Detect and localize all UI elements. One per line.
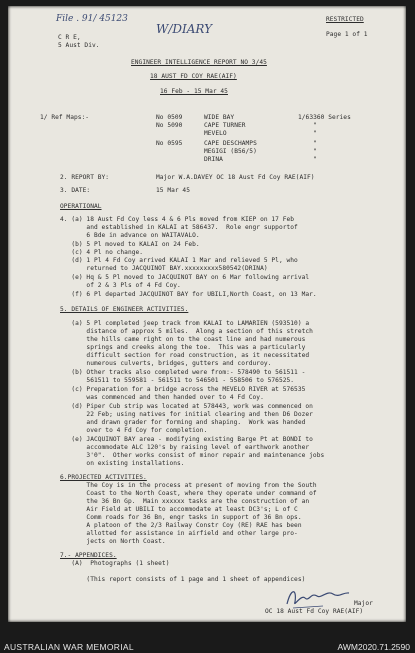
distribution-line-2: 5 Aust Div. xyxy=(58,42,100,49)
archive-footer xyxy=(0,626,415,653)
map-name: MEGIGI (B56/5) xyxy=(204,148,257,155)
diary-mark-handwritten: W/DIARY xyxy=(156,22,212,36)
unit-title: 18 AUST FD COY RAE(AIF) xyxy=(150,73,237,80)
details-line: the hills came right on to the coast line and had numerous xyxy=(60,336,306,343)
details-heading: 5. DETAILS OF ENGINEER ACTIVITIES. xyxy=(60,306,189,313)
page-number: Page 1 of 1 xyxy=(326,31,368,38)
projected-line: the 36 Bn Gp. Main xxxxxx tasks are the construction of an xyxy=(60,498,310,505)
projected-line: Air Field at UBILI to accommodate at least DC3's; L of C xyxy=(60,506,298,513)
projected-line: allotted for assistance in airfield and other large pro- xyxy=(60,530,298,537)
map-scale: " xyxy=(313,148,317,155)
operational-line: 6 Bde in advance on WAITAVALO. xyxy=(60,232,200,239)
projected-line: Coast to the North Coast, where they operate under command of xyxy=(60,490,317,497)
operational-line: (f) 6 Pl departed JACQUINOT BAY for UBILI,North Coast, on 13 Mar. xyxy=(60,291,317,298)
classification-label: RESTRICTED xyxy=(326,16,364,23)
map-scale: 1/63360 Series xyxy=(298,114,351,121)
map-scale: " xyxy=(313,122,317,129)
archive-accession-number: AWM2020.71.2590 xyxy=(337,642,410,652)
report-by-label: 2. REPORT BY: xyxy=(60,174,110,181)
map-scale: " xyxy=(313,156,317,163)
map-name: DRINA xyxy=(204,156,223,163)
operational-line: and established in KALAI at 586437. Role engr supportof xyxy=(60,224,298,231)
operational-line: of 2 & 3 Pls of 4 Fd Coy. xyxy=(60,282,181,289)
map-number: No 0509 xyxy=(156,114,183,121)
details-line: over to 4 Fd Coy for completion. xyxy=(60,427,208,434)
details-line: 22 Feb; using natives for initial clearing and then D6 Dozer xyxy=(60,411,313,418)
date-value: 15 Mar 45 xyxy=(156,187,190,194)
details-line: accommodate ALC 120's by raising level of earthwork another xyxy=(60,444,310,451)
report-period: 16 Feb - 15 Mar 45 xyxy=(160,88,228,95)
map-name: WIDE BAY xyxy=(204,114,235,121)
map-number: No 5090 xyxy=(156,122,183,129)
details-line: (b) Other tracks also completed were from:- 578490 to 561511 - xyxy=(60,369,306,376)
ref-maps-label: 1/ Ref Maps:- xyxy=(40,114,90,121)
details-line: (a) 5 Pl completed jeep track from KALAI to LAMARIEN (593510) a xyxy=(60,320,310,327)
details-line: difficult section for road construction, as it necessitated xyxy=(60,352,310,359)
file-reference-handwritten: File . 91/ 45123 xyxy=(56,14,128,24)
details-line: on existing installations. xyxy=(60,460,185,467)
details-line: 3'0". Other works consist of minor repair and maintenance jobs xyxy=(60,452,325,459)
details-line: distance of approx 5 miles. Along a section of this stretch xyxy=(60,328,313,335)
details-line: (c) Preparation for a bridge across the MEVELO RIVER at 576535 xyxy=(60,386,306,393)
operational-line: (b) 5 Pl moved to KALAI on 24 Feb. xyxy=(60,241,200,248)
map-scale: " xyxy=(313,140,317,147)
archive-name: AUSTRALIAN WAR MEMORIAL xyxy=(4,642,134,652)
details-line: (d) Piper Cub strip was located at 578443, work was commenced on xyxy=(60,403,313,410)
map-scale: " xyxy=(313,130,317,137)
operational-line: returned to JACQUINOT BAY.xxxxxxxxx580542(DRINA) xyxy=(60,265,268,272)
signature-line: OC 18 Aust Fd Coy RAE(AIF) xyxy=(265,608,364,615)
map-name: MEVELO xyxy=(204,130,227,137)
projected-line: The Coy is in the process at present of moving from the South xyxy=(60,482,317,489)
map-name: CAPE TURNER xyxy=(204,122,246,129)
distribution-line-1: C R E, xyxy=(58,34,81,41)
appendix-line: (A) Photographs (1 sheet) xyxy=(60,560,170,567)
document-page xyxy=(8,6,406,622)
operational-line: 4. (a) 18 Aust Fd Coy less 4 & 6 Pls moved from KIEP on 17 Feb xyxy=(60,216,295,223)
date-label: 3. DATE: xyxy=(60,187,91,194)
operational-line: (c) 4 Pl no change. xyxy=(60,249,144,256)
details-line: was commenced and then handed over to 4 Fd Coy. xyxy=(60,394,264,401)
projected-line: A platoon of the 2/3 Railway Constr Coy (RE) RAE has been xyxy=(60,522,302,529)
details-line: springs and creeks along the toe. This was a particularly xyxy=(60,344,306,351)
details-line: numerous culverts, bridges, gutters and corduroy. xyxy=(60,360,272,367)
operational-line: (d) 1 Pl 4 Fd Coy arrived KALAI 1 Mar and relieved 5 Pl, who xyxy=(60,257,298,264)
projected-heading: 6.PROJECTED ACTIVITIES. xyxy=(60,474,147,481)
map-name: CAPE DESCHAMPS xyxy=(204,140,257,147)
map-number: No 0595 xyxy=(156,140,183,147)
appendix-line: (This report consists of 1 page and 1 sheet of appendices) xyxy=(60,576,306,583)
details-line: 561511 to 559581 - 561511 to 546501 - 558506 to 576525. xyxy=(60,377,295,384)
projected-line: jects on North Coast. xyxy=(60,538,166,545)
report-title: ENGINEER INTELLIGENCE REPORT NO 3/45 xyxy=(131,59,267,66)
projected-line: Comm roads for 36 Bn, engr tasks in support of 36 Bn ops. xyxy=(60,514,302,521)
appendices-heading: 7.- APPENDICES. xyxy=(60,552,117,559)
operational-heading: OPERATIONAL xyxy=(60,203,102,210)
operational-line: (e) Hq & 5 Pl moved to JACQUINOT BAY on 6 Mar following arrival xyxy=(60,274,310,281)
details-line: and drawn grader for forming and shaping. Work was handed xyxy=(60,419,306,426)
report-by-value: Major W.A.DAVEY OC 18 Aust Fd Coy RAE(AIF) xyxy=(156,174,315,181)
signature-rank: Major xyxy=(354,600,373,607)
details-line: (e) JACQUINOT BAY area - modifying existing Barge Pt at BONDI to xyxy=(60,436,313,443)
